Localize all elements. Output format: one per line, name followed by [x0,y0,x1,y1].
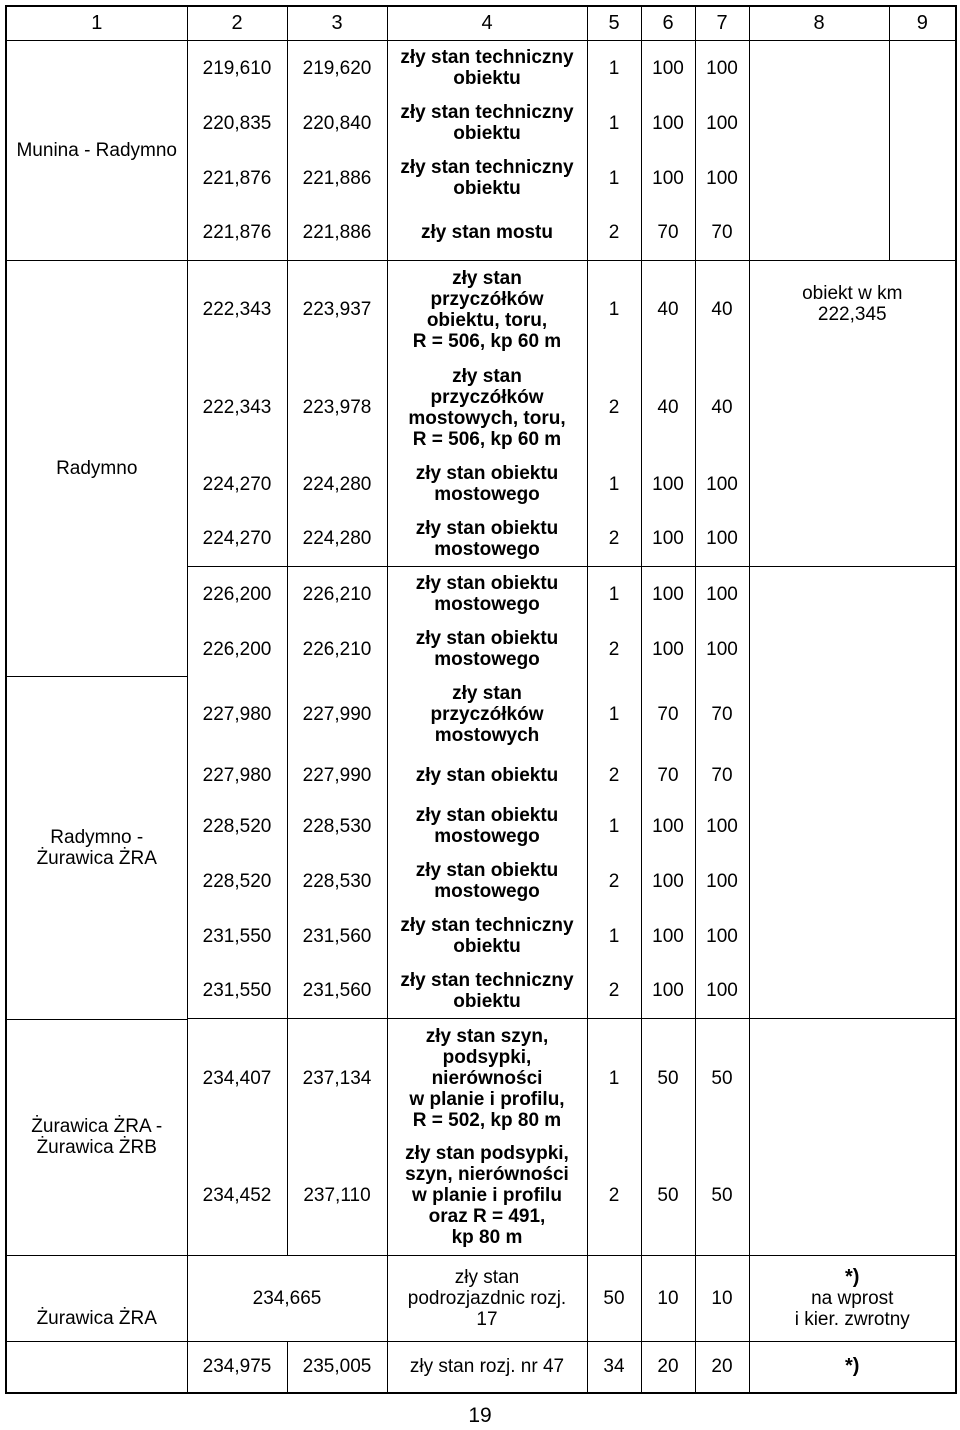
note-text: na wprost i kier. zwrotny [794,1287,910,1330]
km-from: 228,520 [187,799,287,854]
track: 50 [587,1255,641,1341]
section-empty [6,1341,187,1393]
reason: zły stan szyn, podsypki, nierówności w planie i profilu, R = 502, kp 80 m [387,1019,587,1137]
track: 2 [587,206,641,261]
track: 1 [587,96,641,151]
header-col-5: 5 [587,6,641,41]
note [749,799,956,854]
note: *) [749,1341,956,1393]
header-col-9: 9 [889,6,956,41]
reason: zły stan podsypki, szyn, nierówności w planie i profilu oraz R = 491, kp 80 m [387,1137,587,1255]
note: obiekt w km 222,345 [749,261,956,359]
km-from: 234,975 [187,1341,287,1393]
reason: zły stan przyczółków mostowych [387,677,587,753]
section-zurawica-zra: Żurawica ŻRA [6,1255,187,1341]
km-from: 221,876 [187,151,287,206]
track: 2 [587,512,641,567]
km-to: 231,560 [287,909,387,964]
km-to: 231,560 [287,964,387,1019]
km-to: 219,620 [287,41,387,96]
km-to: 224,280 [287,457,387,512]
header-col-8: 8 [749,6,889,41]
speed-a: 70 [641,206,695,261]
page-number: 19 [468,1404,492,1427]
reason: zły stan obiektu mostowego [387,512,587,567]
header-col-4: 4 [387,6,587,41]
header-col-3: 3 [287,6,387,41]
section-radymno-zurawica: Radymno - Żurawica ŻRA [6,677,187,1020]
note [749,512,956,567]
note [749,359,956,457]
section-radymno: Radymno [6,261,187,677]
speed-b: 40 [695,359,749,457]
km-from: 226,200 [187,622,287,677]
track: 2 [587,854,641,909]
speed-a: 100 [641,151,695,206]
km-from: 228,520 [187,854,287,909]
track: 1 [587,1019,641,1137]
table-row [6,677,956,753]
km-from: 226,200 [187,567,287,622]
speed-a: 100 [641,799,695,854]
reason: zły stan techniczny obiektu [387,151,587,206]
track: 1 [587,41,641,96]
reason: zły stan przyczółków mostowych, toru, R = 506, kp 60 m [387,359,587,457]
speed-a: 70 [641,677,695,753]
col-9 [889,206,956,261]
speed-b: 100 [695,964,749,1019]
speed-b: 100 [695,622,749,677]
speed-a: 10 [641,1255,695,1341]
km-from: 222,343 [187,359,287,457]
note [749,1137,956,1255]
km-to: 228,530 [287,854,387,909]
km-from: 221,876 [187,206,287,261]
speed-b: 10 [695,1255,749,1341]
speed-b: 100 [695,457,749,512]
km-from: 231,550 [187,909,287,964]
speed-a: 50 [641,1137,695,1255]
km-to: 221,886 [287,151,387,206]
km-to: 228,530 [287,799,387,854]
km-from: 220,835 [187,96,287,151]
km-to: 226,210 [287,567,387,622]
km-to: 221,886 [287,206,387,261]
track: 34 [587,1341,641,1393]
km-to: 223,937 [287,261,387,359]
speed-b: 50 [695,1019,749,1137]
note [749,567,956,622]
header-col-1: 1 [6,6,187,41]
track: 1 [587,677,641,753]
note [749,964,956,1019]
speed-b: 100 [695,799,749,854]
note [749,151,889,206]
km-to: 237,134 [287,1019,387,1137]
speed-a: 40 [641,261,695,359]
reason: zły stan techniczny obiektu [387,41,587,96]
km-from: 227,980 [187,677,287,753]
section-munina-radymno: Munina - Radymno [6,41,187,261]
note [749,677,956,753]
reason: zły stan obiektu mostowego [387,854,587,909]
reason: zły stan przyczółków obiektu, toru, R = 506, kp 60 m [387,261,587,359]
header-col-6: 6 [641,6,695,41]
track: 1 [587,567,641,622]
reason: zły stan obiektu mostowego [387,457,587,512]
km-point: 234,665 [187,1255,387,1341]
speed-b: 100 [695,567,749,622]
track: 2 [587,753,641,799]
speed-b: 20 [695,1341,749,1393]
km-to: 224,280 [287,512,387,567]
table-row [6,1019,956,1137]
note [749,854,956,909]
speed-b: 100 [695,96,749,151]
note-mark: *) [845,1265,860,1288]
speed-a: 100 [641,964,695,1019]
note [749,1019,956,1137]
header-col-7: 7 [695,6,749,41]
speed-b: 70 [695,206,749,261]
speed-a: 100 [641,96,695,151]
speed-b: 40 [695,261,749,359]
speed-a: 20 [641,1341,695,1393]
speed-b: 50 [695,1137,749,1255]
km-to: 227,990 [287,753,387,799]
km-from: 219,610 [187,41,287,96]
header-row [6,6,956,41]
speed-b: 100 [695,41,749,96]
speed-a: 40 [641,359,695,457]
reason: zły stan mostu [387,206,587,261]
km-from: 231,550 [187,964,287,1019]
speed-a: 70 [641,753,695,799]
track: 1 [587,799,641,854]
section-zurawica-zra-zrb: Żurawica ŻRA - Żurawica ŻRB [6,1019,187,1255]
note [749,622,956,677]
track: 1 [587,151,641,206]
speed-a: 100 [641,567,695,622]
speed-a: 100 [641,41,695,96]
track: 2 [587,1137,641,1255]
speed-b: 100 [695,151,749,206]
km-to: 235,005 [287,1341,387,1393]
table-row [6,41,956,96]
note [749,457,956,512]
reason: zły stan obiektu mostowego [387,799,587,854]
col-9 [889,151,956,206]
km-from: 234,452 [187,1137,287,1255]
km-to: 220,840 [287,96,387,151]
restrictions-table [5,5,957,1394]
table-row [6,261,956,359]
km-from: 224,270 [187,457,287,512]
speed-b: 100 [695,909,749,964]
km-to: 223,978 [287,359,387,457]
reason: zły stan obiektu mostowego [387,567,587,622]
note [749,206,889,261]
track: 2 [587,622,641,677]
reason: zły stan techniczny obiektu [387,96,587,151]
speed-b: 70 [695,677,749,753]
speed-a: 100 [641,457,695,512]
note [749,909,956,964]
speed-b: 70 [695,753,749,799]
reason: zły stan techniczny obiektu [387,964,587,1019]
reason: zły stan obiektu mostowego [387,622,587,677]
speed-b: 100 [695,854,749,909]
km-from: 224,270 [187,512,287,567]
track: 1 [587,261,641,359]
km-from: 234,407 [187,1019,287,1137]
track: 2 [587,964,641,1019]
km-to: 237,110 [287,1137,387,1255]
col-9 [889,96,956,151]
km-to: 226,210 [287,622,387,677]
reason: zły stan techniczny obiektu [387,909,587,964]
reason: zły stan podrozjazdnic rozj. 17 [387,1255,587,1341]
header-col-2: 2 [187,6,287,41]
track: 1 [587,909,641,964]
speed-b: 100 [695,512,749,567]
reason: zły stan obiektu [387,753,587,799]
km-to: 227,990 [287,677,387,753]
note [749,1255,956,1341]
table-row [6,1255,956,1341]
note [749,41,889,96]
speed-a: 100 [641,909,695,964]
note [749,96,889,151]
km-from: 227,980 [187,753,287,799]
speed-a: 100 [641,512,695,567]
track: 2 [587,359,641,457]
note [749,753,956,799]
speed-a: 100 [641,854,695,909]
col-9 [889,41,956,96]
km-from: 222,343 [187,261,287,359]
track: 1 [587,457,641,512]
speed-a: 50 [641,1019,695,1137]
speed-a: 100 [641,622,695,677]
reason: zły stan rozj. nr 47 [387,1341,587,1393]
table-row [6,1341,956,1393]
